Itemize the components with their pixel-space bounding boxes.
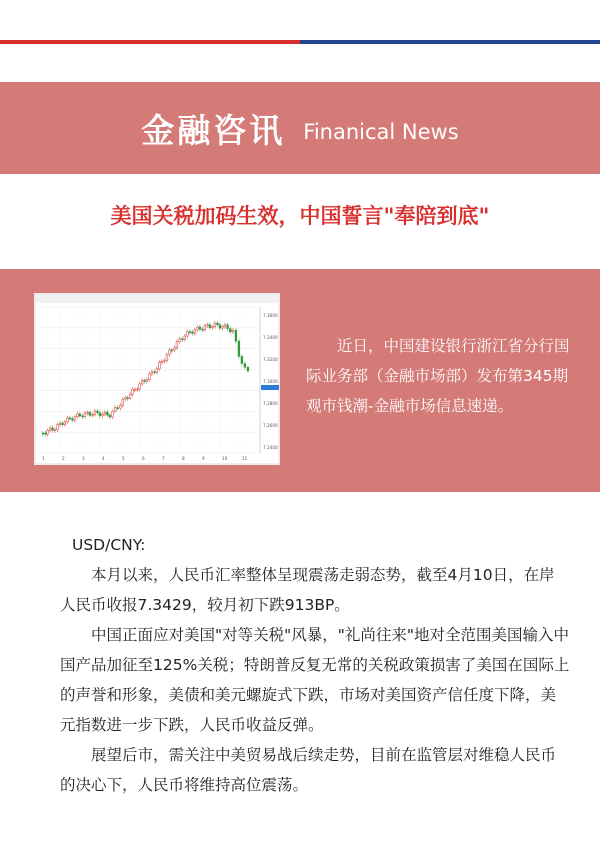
- candle-body: [181, 339, 183, 340]
- candle-body: [184, 336, 186, 339]
- candle-body: [229, 329, 231, 332]
- candle-body: [176, 342, 178, 348]
- candle-body: [241, 356, 243, 363]
- candle-body: [235, 330, 237, 341]
- x-tick-label: 7: [162, 456, 165, 461]
- banner-title-en: Finanical News: [303, 120, 459, 144]
- candle-body: [87, 412, 89, 413]
- candle-body: [104, 412, 106, 414]
- y-tick-label: 7.3400: [263, 335, 278, 340]
- candle-body: [134, 389, 136, 390]
- candle-body: [232, 330, 234, 332]
- candle-body: [84, 413, 86, 417]
- paragraph-2: 中国正面应对美国"对等关税"风暴，"礼尚往来"地对全范围美国输入中国产品加征至125%关税；特朗普反复无常的关税政策损害了美国在国际上的声誉和形象，美债和美元螺旋式下跌，市场对美国资产信任度下降，美元指数进一步下跌，人民币收益反弹。: [60, 626, 570, 734]
- candle-body: [207, 325, 209, 326]
- candle-body: [222, 327, 224, 328]
- candle-body: [79, 414, 81, 416]
- banner-title-cn: 金融咨讯: [141, 110, 286, 150]
- candle-body: [141, 380, 143, 383]
- candle-body: [197, 327, 199, 330]
- candle-body: [217, 323, 219, 325]
- article-body: [60, 530, 570, 800]
- x-tick-label: 3: [82, 456, 85, 461]
- candle-body: [42, 433, 44, 434]
- section-banner: [0, 82, 600, 174]
- candlestick-chart-image: [34, 293, 280, 465]
- candle-body: [127, 398, 129, 399]
- x-tick-label: 6: [142, 456, 145, 461]
- price-marker: [261, 385, 279, 390]
- candle-body: [214, 323, 216, 327]
- y-tick-label: 7.3200: [263, 357, 278, 362]
- candle-body: [124, 398, 126, 400]
- candle-body: [94, 411, 96, 414]
- candle-body: [102, 414, 104, 416]
- candle-body: [82, 416, 84, 417]
- candle-body: [129, 394, 131, 398]
- x-tick-label: 9: [202, 456, 205, 461]
- top-accent-bar: [0, 40, 600, 44]
- y-tick-label: 7.3600: [263, 313, 278, 318]
- y-tick-label: 7.3000: [263, 379, 278, 384]
- candle-body: [156, 369, 158, 373]
- candle-body: [57, 425, 59, 430]
- candle-body: [199, 327, 201, 329]
- candle-body: [92, 414, 94, 415]
- candle-body: [47, 430, 49, 434]
- candle-body: [164, 360, 166, 361]
- candle-body: [194, 330, 196, 333]
- candle-body: [69, 418, 71, 419]
- candle-body: [139, 384, 141, 389]
- top-accent-blue: [300, 40, 600, 44]
- article-headline: 美国关税加码生效，中国誓言"奉陪到底": [110, 204, 490, 228]
- candle-body: [132, 389, 134, 394]
- candle-body: [136, 389, 138, 390]
- candle-body: [44, 433, 46, 434]
- x-tick-label: 10: [222, 456, 228, 461]
- candle-body: [117, 408, 119, 409]
- candle-body: [227, 325, 229, 329]
- candle-body: [77, 414, 79, 417]
- candle-body: [149, 374, 151, 380]
- candle-body: [144, 380, 146, 381]
- x-tick-label: 11: [242, 456, 248, 461]
- candle-body: [64, 422, 66, 425]
- top-accent-red: [0, 40, 300, 44]
- candle-body: [212, 327, 214, 328]
- candle-body: [122, 399, 124, 405]
- paragraph-1: 本月以来，人民币汇率整体呈现震荡走弱态势，截至4月10日，在岸人民币收报7.3429，较月初下跌913BP。: [60, 566, 555, 614]
- candle-body: [219, 325, 221, 328]
- candle-body: [159, 363, 161, 369]
- candle-body: [224, 325, 226, 327]
- chart-thumbnail: [34, 293, 280, 465]
- candle-body: [89, 412, 91, 415]
- feature-summary: 近日，中国建设银行浙江省分行国际业务部（金融市场部）发布第345期观市钱潮-金融市场信息速递。: [306, 337, 570, 415]
- candle-body: [112, 411, 114, 417]
- candle-body: [114, 408, 116, 412]
- x-tick-label: 4: [102, 456, 105, 461]
- candle-body: [244, 364, 246, 368]
- y-tick-label: 7.2400: [263, 445, 278, 450]
- candle-body: [146, 380, 148, 382]
- candle-body: [154, 372, 156, 373]
- y-tick-label: 7.2600: [263, 423, 278, 428]
- candle-body: [187, 332, 189, 336]
- candle-body: [209, 325, 211, 328]
- candle-body: [59, 423, 61, 425]
- y-tick-label: 7.2800: [263, 401, 278, 406]
- candle-body: [72, 419, 74, 421]
- candle-body: [67, 418, 69, 422]
- candle-body: [52, 428, 54, 430]
- feature-panel: [0, 269, 600, 492]
- candle-body: [107, 412, 109, 415]
- x-tick-label: 8: [182, 456, 185, 461]
- x-tick-label: 2: [62, 456, 65, 461]
- candle-body: [109, 415, 111, 417]
- candle-body: [151, 372, 153, 374]
- candle-body: [204, 326, 206, 330]
- candle-body: [166, 355, 168, 361]
- candle-body: [189, 332, 191, 333]
- candle-body: [74, 417, 76, 420]
- candle-body: [174, 348, 176, 350]
- x-tick-label: 1: [42, 456, 45, 461]
- currency-pair-label: USD/CNY:: [72, 536, 146, 554]
- candle-body: [54, 430, 56, 431]
- candle-body: [99, 413, 101, 416]
- candle-body: [119, 405, 121, 408]
- candle-body: [171, 350, 173, 351]
- candle-body: [179, 339, 181, 342]
- candle-body: [238, 341, 240, 356]
- candle-body: [49, 428, 51, 430]
- candle-body: [247, 367, 249, 371]
- candle-body: [161, 361, 163, 362]
- candle-body: [202, 329, 204, 330]
- candle-body: [62, 423, 64, 425]
- paragraph-3: 展望后市，需关注中美贸易战后续走势，目前在监管层对维稳人民币的决心下，人民币将维持高位震荡。: [60, 746, 557, 794]
- candle-body: [192, 332, 194, 333]
- candle-body: [169, 350, 171, 355]
- x-tick-label: 5: [122, 456, 125, 461]
- candle-body: [97, 411, 99, 413]
